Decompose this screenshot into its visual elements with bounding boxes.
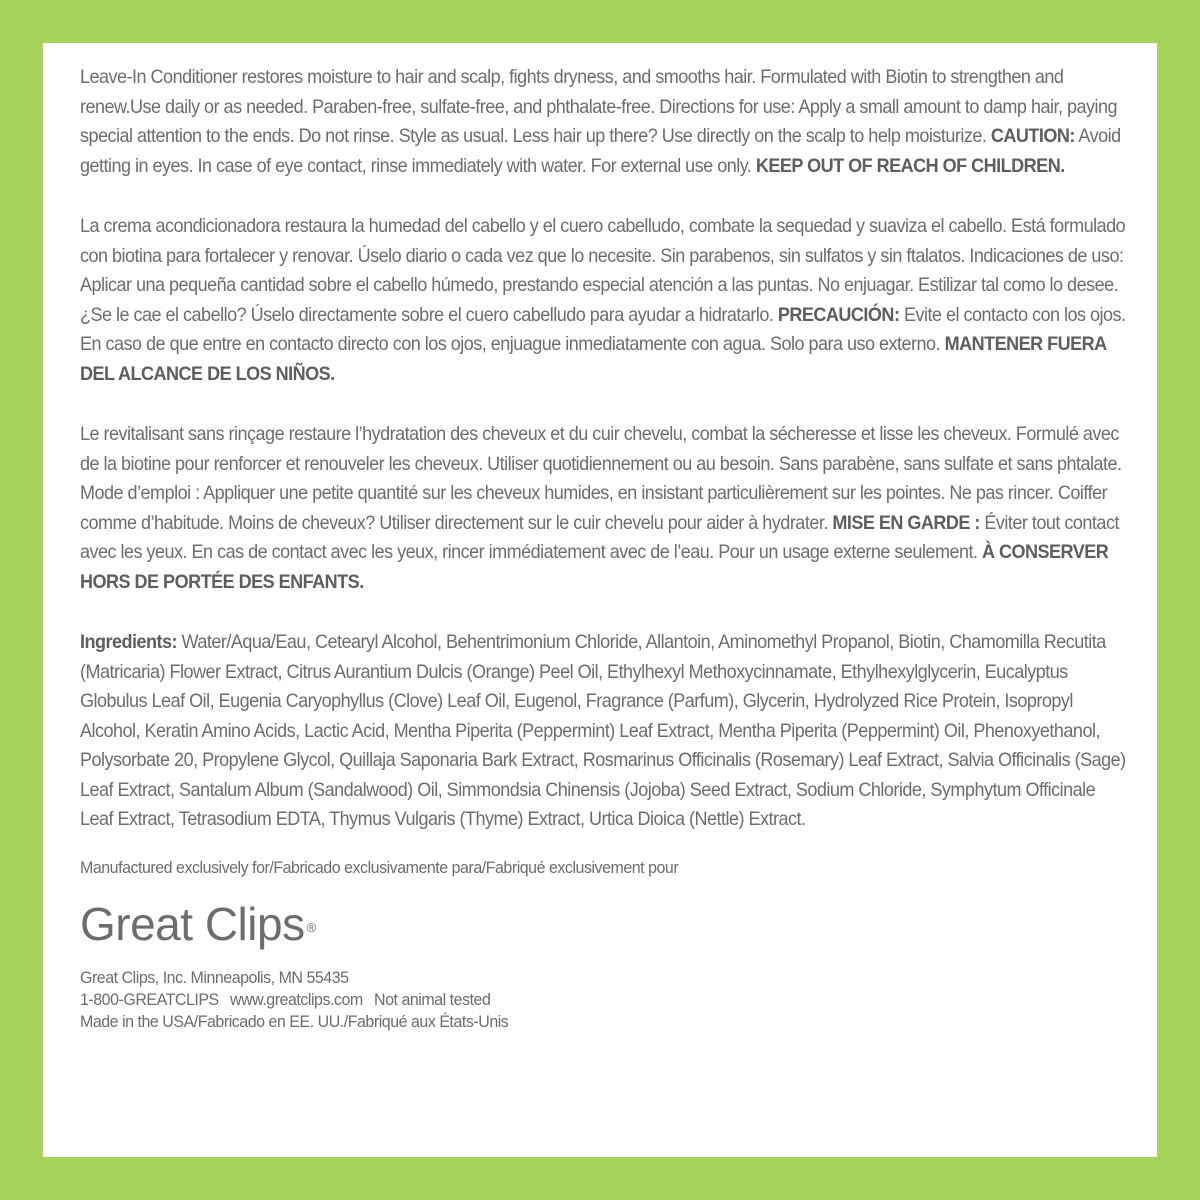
label-content	[80, 63, 1130, 1033]
english-keep-out: KEEP OUT OF REACH OF CHILDREN.	[755, 155, 1065, 177]
animal-testing-note: Not animal tested	[374, 989, 491, 1009]
address-line: Great Clips, Inc. Minneapolis, MN 55435	[80, 967, 349, 987]
spanish-body: La crema acondicionadora restaura la humedad del cabello y el cuero cabelludo, combate la sequedad y suaviza el cabello. Está formulado con biotina para fortalecer y renovar. Úselo diario o cada vez que lo necesite. Sin parabenos, sin sulfatos y sin ftalatos. Indicaciones de uso: Aplicar una pequeña cantidad sobre el cabello húmedo, prestando especial atención a las puntas. No enjuagar. Estilizar tal como lo desee. ¿Se le cae el cabello? Úselo directamente sobre el cuero cabelludo para ayudar a hidratarlo.	[80, 216, 1126, 326]
spacer	[80, 597, 1130, 628]
french-caution-label: MISE EN GARDE :	[832, 512, 980, 534]
ingredients-text: Water/Aqua/Eau, Cetearyl Alcohol, Behentrimonium Chloride, Allantoin, Aminomethyl Propanol, Biotin, Chamomilla Recutita (Matricaria) Flower Extract, Citrus Aurantium Dulcis (Orange) Peel Oil, Ethylhexyl Methoxycinnamate, Ethylhexylglycerin, Eucalyptus Globulus Leaf Oil, Eugenia Caryophyllus (Clove) Leaf Oil, Eugenol, Fragrance (Parfum), Glycerin, Hydrolyzed Rice Protein, Isopropyl Alcohol, Keratin Amino Acids, Lactic Acid, Mentha Piperita (Peppermint) Leaf Extract, Mentha Piperita (Peppermint) Oil, Phenoxyethanol, Polysorbate 20, Propylene Glycol, Quillaja Saponaria Bark Extract, Rosmarinus Officinalis (Rosemary) Leaf Extract, Salvia Officinalis (Sage) Leaf Extract, Santalum Album (Sandalwood) Oil, Simmondsia Chinensis (Jojoba) Seed Extract, Sodium Chloride, Symphytum Officinale Leaf Extract, Tetrasodium EDTA, Thymus Vulgaris (Thyme) Extract, Urtica Dioica (Nettle) Extract.	[80, 632, 1126, 830]
ingredients-label: Ingredients:	[80, 632, 178, 653]
made-in-line: Made in the USA/Fabricado en EE. UU./Fabriqué aux États-Unis	[80, 1011, 509, 1031]
phone-number: 1-800-GREATCLIPS	[80, 989, 219, 1009]
english-paragraph	[80, 63, 1130, 181]
ingredients-paragraph	[80, 628, 1130, 835]
french-body: Le revitalisant sans rinçage restaure l’hydratation des cheveux et du cuir chevelu, combat la sécheresse et lisse les cheveux. Formulé avec de la biotine pour renforcer et renouveler les cheveux. Utiliser quotidiennement ou au besoin. Sans parabène, sans sulfate et sans phtalate. Mode d’emploi : Appliquer une petite quantité sur les cheveux humides, en insistant particulièrement sur les pointes. Ne pas rincer. Coiffer comme d’habitude. Moins de cheveux? Utiliser directement sur le cuir chevelu pour aider à hydrater.	[80, 424, 1122, 534]
company-address-block	[80, 967, 1130, 1033]
spacer	[80, 181, 1130, 212]
contact-line	[80, 989, 1130, 1011]
spanish-keep-out: MANTENER FUERA DEL ALCANCE DE LOS NIÑOS.	[80, 334, 1106, 385]
logo-text: Great Clips	[80, 897, 305, 950]
spanish-paragraph	[80, 212, 1130, 389]
website: www.greatclips.com	[230, 989, 363, 1009]
label-panel	[43, 43, 1157, 1157]
registered-mark: ®	[306, 919, 316, 935]
french-keep-out: À CONSERVER HORS DE PORTÉE DES ENFANTS.	[80, 542, 1109, 593]
french-caution-text: Éviter tout contact avec les yeux. En cas de contact avec les yeux, rincer immédiatement avec de l’eau. Pour un usage externe seulement.	[80, 512, 1119, 563]
english-caution-text: Avoid getting in eyes. In case of eye contact, rinse immediately with water. For external use only.	[80, 126, 1121, 177]
spanish-caution-text: Evite el contacto con los ojos. En caso de que entre en contacto directo con los ojos, enjuague inmediatamente con agua. Solo para uso externo.	[80, 304, 1126, 355]
manufactured-for: Manufactured exclusively for/Fabricado exclusivamente para/Fabriqué exclusivement pour	[80, 857, 679, 877]
french-paragraph	[80, 420, 1130, 597]
great-clips-logo	[80, 899, 1130, 949]
spacer	[80, 389, 1130, 420]
english-caution-label: CAUTION:	[990, 126, 1075, 147]
spanish-caution-label: PRECAUCIÓN:	[777, 304, 900, 326]
english-body: Leave-In Conditioner restores moisture to hair and scalp, fights dryness, and smooths hair. Formulated with Biotin to strengthen and renew.Use daily or as needed. Paraben-free, sulfate-free, and phthalate-free. Directions for use: Apply a small amount to damp hair, paying special attention to the ends. Do not rinse. Style as usual. Less hair up there? Use directly on the scalp to help moisturize.	[80, 67, 1117, 147]
